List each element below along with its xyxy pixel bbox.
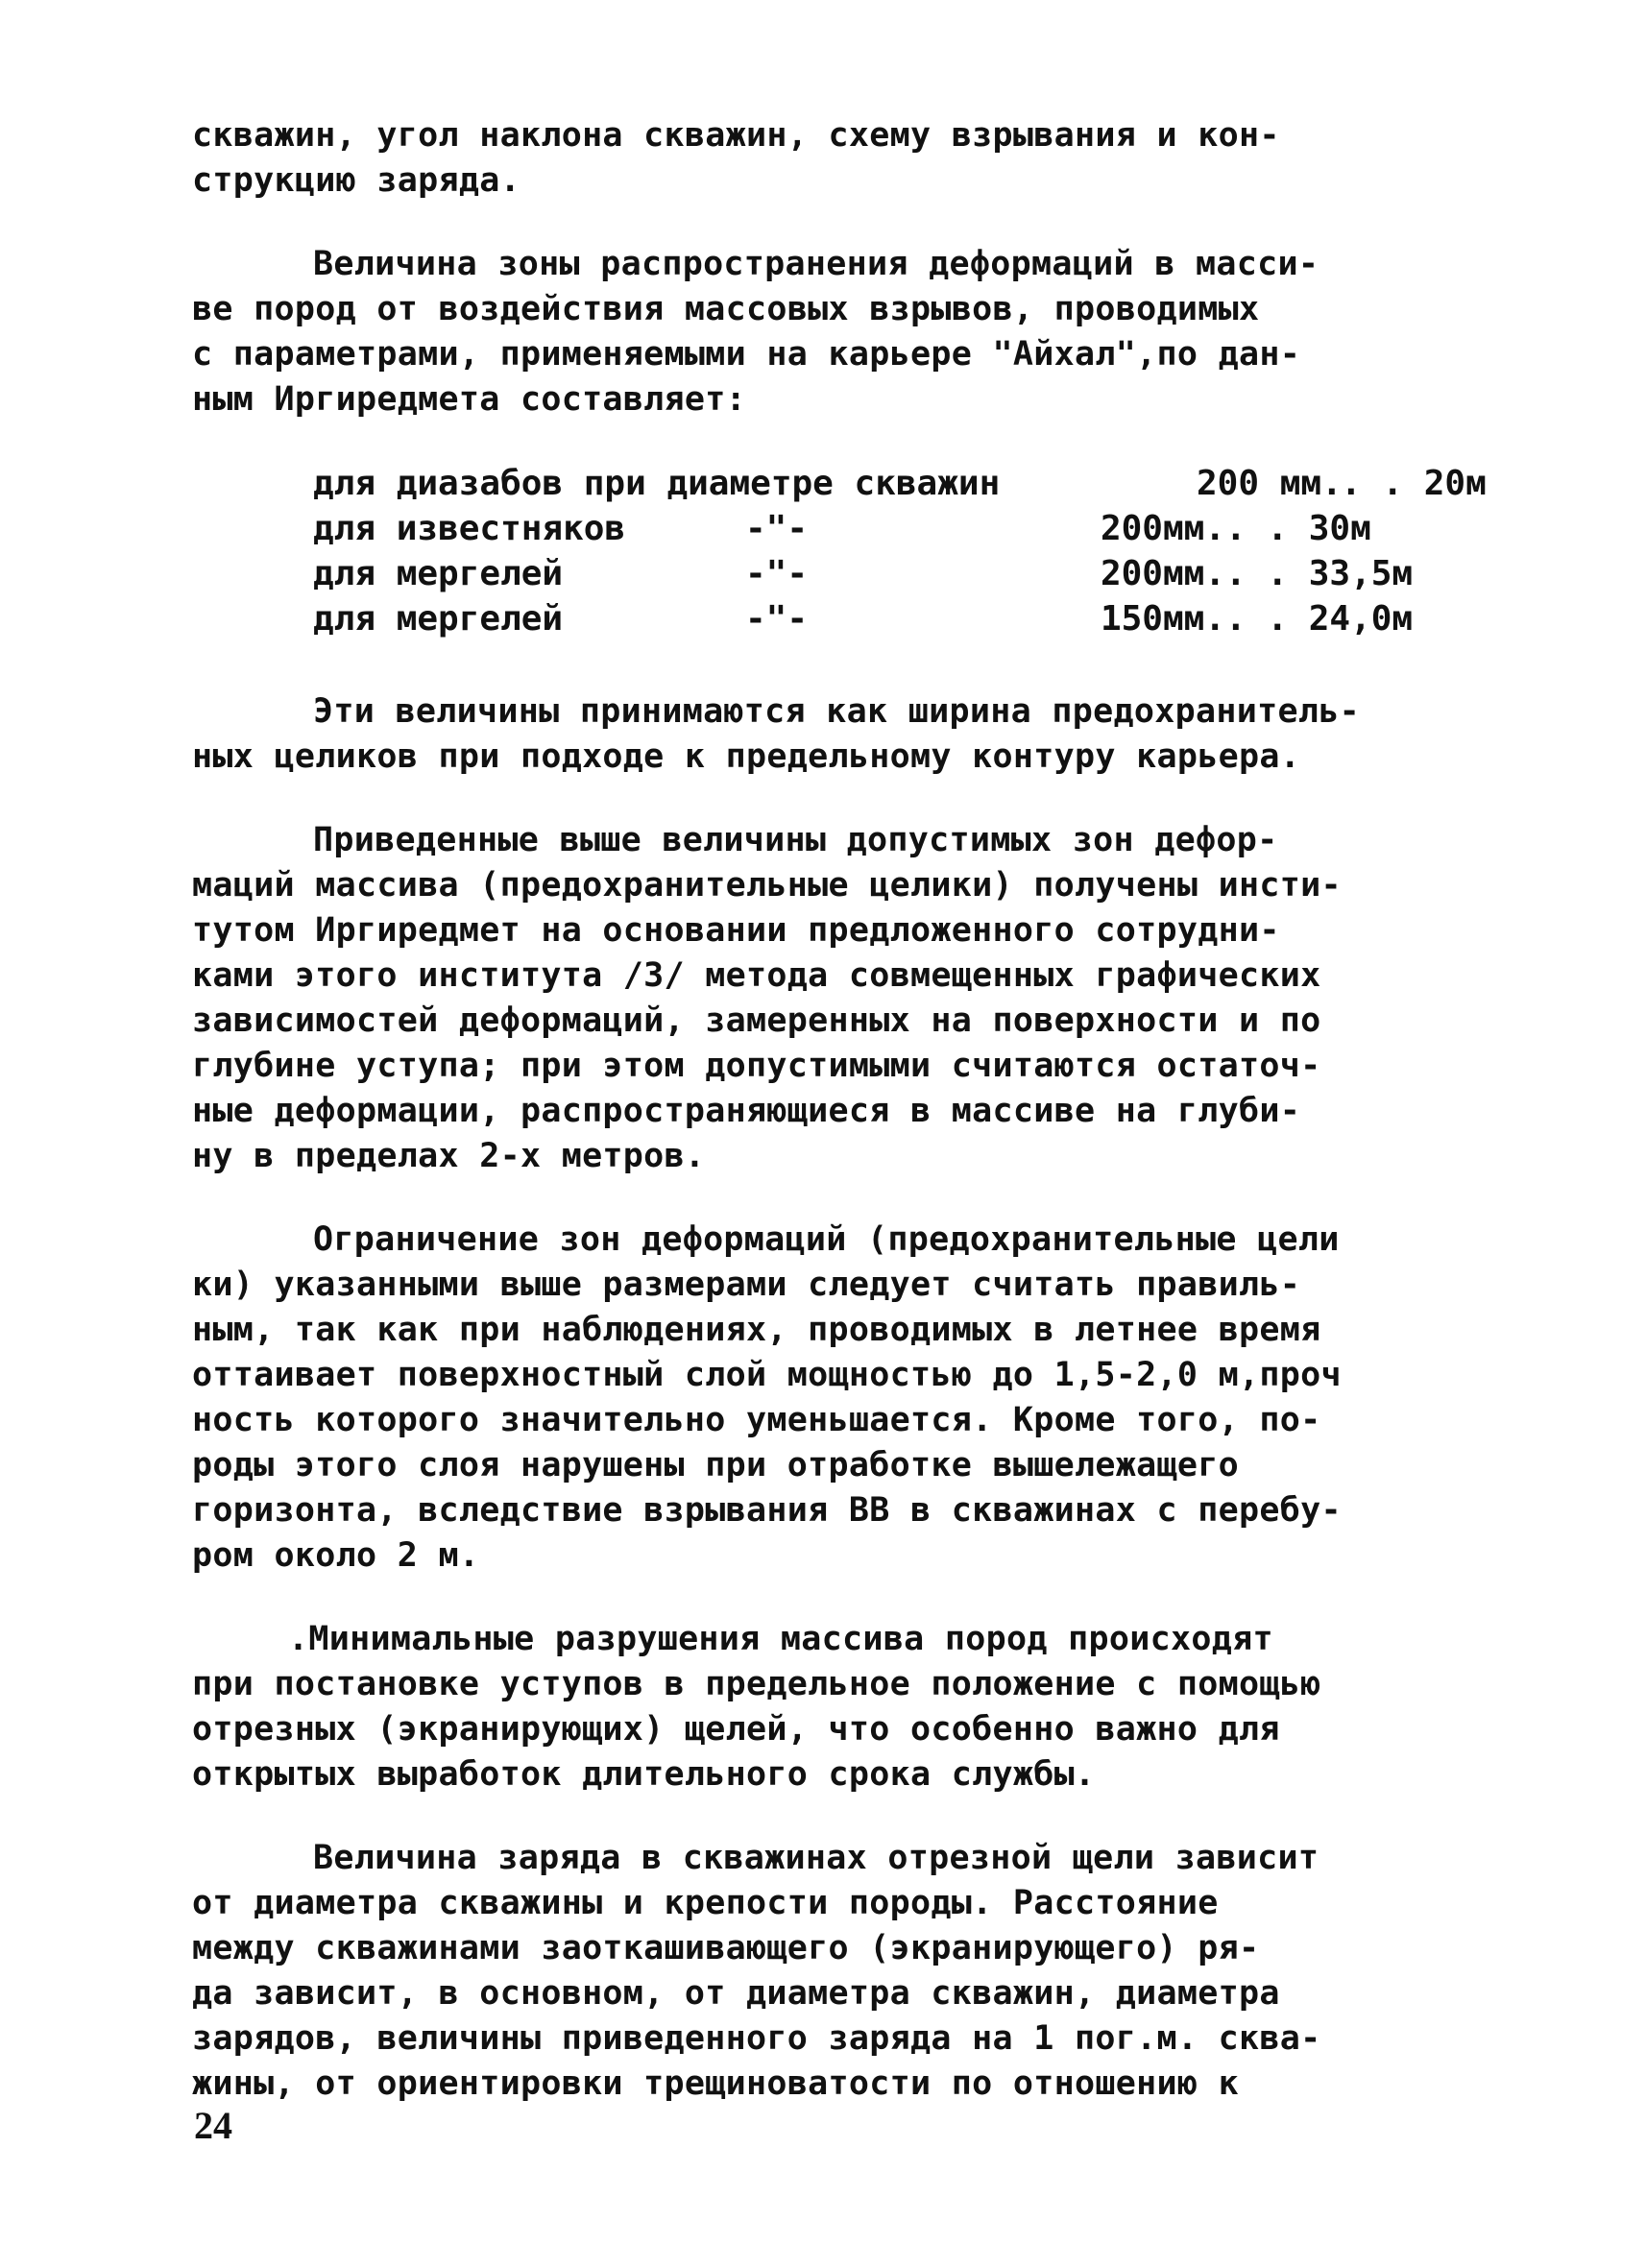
text-line: маций массива (предохранительные целики) получены инсти-: [192, 866, 1342, 905]
rock-type-cell: для мергелей: [313, 554, 564, 593]
text-line: да зависит, в основном, от диаметра скважин, диаметра: [192, 1974, 1280, 2013]
zone-value: 24,0м: [1308, 599, 1414, 639]
paragraph-1: [192, 113, 1460, 204]
leader-dots: . .: [1341, 464, 1404, 503]
rock-type-cell: для мергелей: [313, 599, 564, 639]
text-line: жины, от ориентировки трещиноватости по отношению к: [192, 2064, 1239, 2103]
text-line: при постановке уступов в предельное положение с помощью: [192, 1665, 1321, 1703]
text-line: ну в пределах 2-х метров.: [192, 1137, 706, 1175]
text-line: ных целиков при подходе к предельному контуру карьера.: [192, 737, 1301, 776]
page-number: 24: [194, 2104, 232, 2147]
text-line: ным, так как при наблюдениях, проводимых в летнее время: [192, 1311, 1321, 1349]
text-line: отрезных (экранирующих) щелей, что особенно важно для: [192, 1710, 1280, 1749]
table-row: [313, 506, 1465, 551]
paragraph-7: [192, 1836, 1460, 2107]
leader-dots: . .: [1225, 599, 1289, 639]
paragraph-4: [192, 818, 1460, 1179]
zone-value-cell: [1225, 551, 1414, 596]
text-line: Величина заряда в скважинах отрезной щели зависит: [313, 1839, 1319, 1877]
paragraph-2: [192, 242, 1460, 422]
text-line: с параметрами, применяемыми на карьере "Айхал",по дан-: [192, 335, 1301, 374]
rock-type-cell: для известняков: [313, 509, 626, 548]
table-row: [313, 461, 1487, 506]
text-line: тутом Иргиредмет на основании предложенного сотрудни-: [192, 911, 1280, 950]
ditto-cell: -"-: [745, 554, 809, 593]
text-line: ве пород от воздействия массовых взрывов, проводимых: [192, 290, 1260, 328]
zone-value-cell: [1225, 596, 1414, 641]
table-row: [313, 596, 1465, 641]
text-line: скважин, угол наклона скважин, схему взрывания и кон-: [192, 116, 1280, 155]
text-line: ные деформации, распространяющиеся в массиве на глуби-: [192, 1092, 1301, 1130]
text-line: зарядов, величины приведенного заряда на 1 пог.м. сква-: [192, 2019, 1321, 2058]
text-line: открытых выработок длительного срока службы.: [192, 1755, 1096, 1794]
text-line: Величина зоны распространения деформаций в масси-: [313, 245, 1319, 283]
zone-value-cell: [1341, 461, 1487, 506]
document-page: [192, 113, 1487, 2145]
diameter-cell: 200 мм.: [1197, 464, 1343, 503]
text-line: струкцию заряда.: [192, 161, 520, 200]
text-line: ром около 2 м.: [192, 1536, 480, 1575]
zone-value-cell: [1225, 506, 1371, 551]
leader-dots: . .: [1225, 554, 1289, 593]
paragraph-5: [192, 1218, 1460, 1579]
paragraph-6: [192, 1617, 1460, 1798]
rock-type-cell: для диазабов при диаметре скважин: [313, 464, 1001, 503]
leader-dots: . .: [1225, 509, 1289, 548]
text-line: Ограничение зон деформаций (предохранительные цели: [313, 1220, 1340, 1259]
text-line: ным Иргиредмета составляет:: [192, 380, 747, 419]
ditto-cell: -"-: [745, 509, 809, 548]
text-line: ность которого значительно уменьшается. Кроме того, по-: [192, 1401, 1321, 1439]
zone-value: 30м: [1308, 509, 1371, 548]
text-line: зависимостей деформаций, замеренных на поверхности и по: [192, 1001, 1321, 1040]
text-line: глубине уступа; при этом допустимыми считаются остаточ-: [192, 1047, 1321, 1085]
paragraph-3: [192, 689, 1460, 780]
deformation-zone-table: [313, 461, 1487, 641]
text-line: роды этого слоя нарушены при отработке вышележащего: [192, 1446, 1239, 1484]
text-line: ками этого института /3/ метода совмещенных графических: [192, 956, 1321, 995]
text-line: Эти величины принимаются как ширина предохранитель-: [313, 692, 1360, 731]
ditto-cell: -"-: [745, 599, 809, 639]
ditto-cell: [1000, 461, 1197, 506]
text-line: горизонта, вследствие взрывания ВВ в скважинах с перебу-: [192, 1491, 1342, 1530]
diameter-cell: 200мм.: [1100, 509, 1225, 548]
text-line: .Минимальные разрушения массива пород происходят: [288, 1620, 1273, 1658]
text-line: оттаивает поверхностный слой мощностью до 1,5-2,0 м,проч: [192, 1356, 1342, 1394]
diameter-cell: 200мм.: [1100, 554, 1225, 593]
text-line: между скважинами заоткашивающего (экранирующего) ря-: [192, 1929, 1260, 1967]
text-line: ки) указанными выше размерами следует считать правиль-: [192, 1266, 1301, 1304]
table-row: [313, 551, 1465, 596]
text-line: Приведенные выше величины допустимых зон дефор-: [313, 821, 1278, 859]
zone-value: 33,5м: [1308, 554, 1414, 593]
text-line: от диаметра скважины и крепости породы. Расстояние: [192, 1884, 1219, 1922]
diameter-cell: 150мм.: [1100, 599, 1225, 639]
zone-value: 20м: [1423, 464, 1487, 503]
